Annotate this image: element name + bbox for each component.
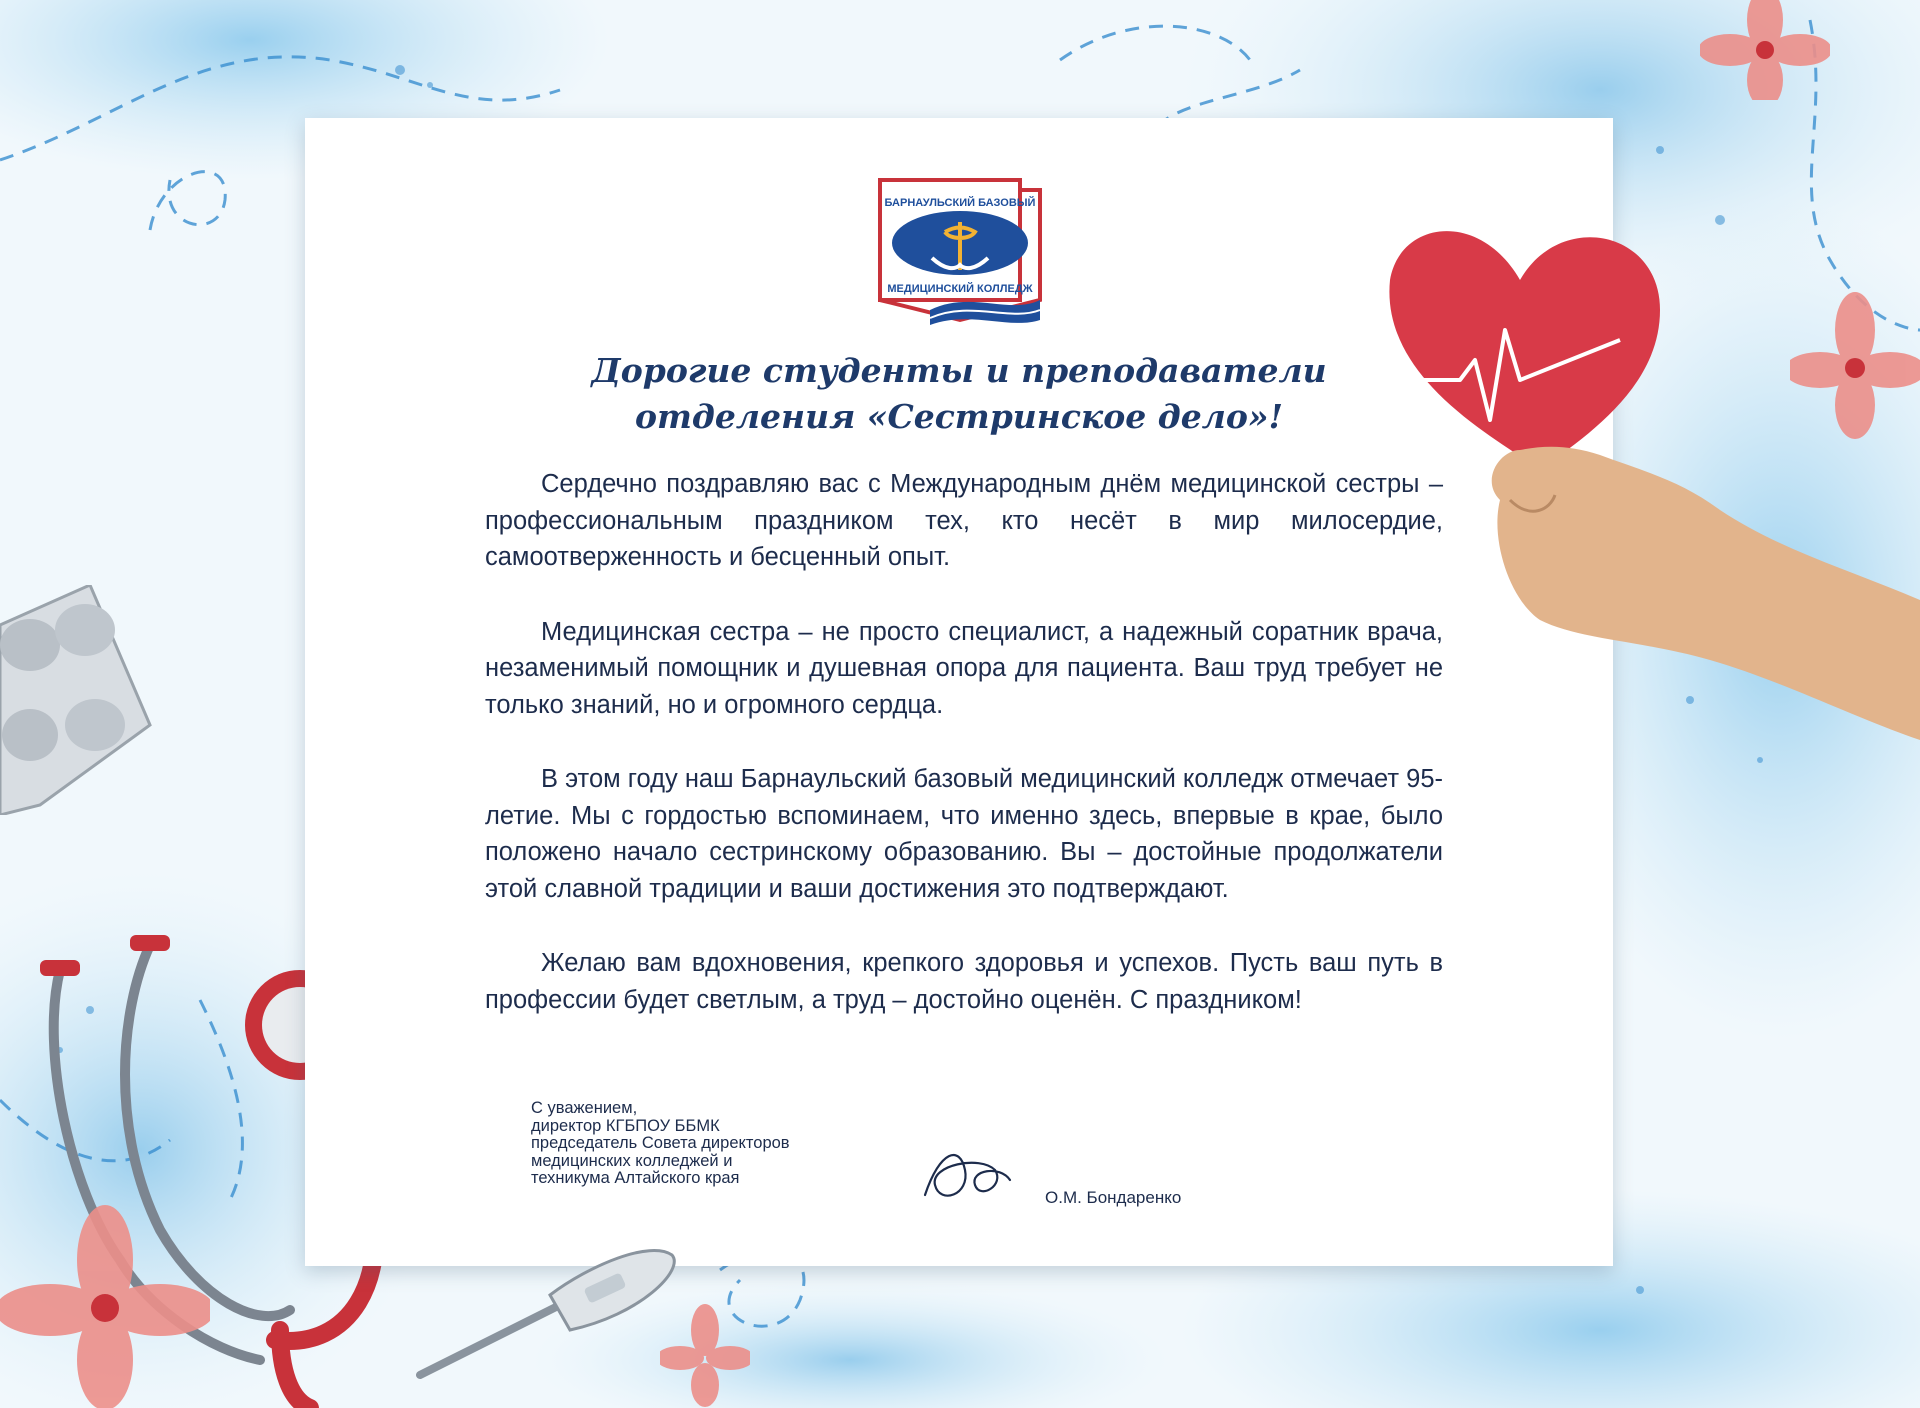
signature-line: директор КГБПОУ ББМК xyxy=(531,1116,720,1135)
college-logo xyxy=(870,170,1050,332)
handwritten-signature xyxy=(920,1140,1015,1210)
paragraph-1: Сердечно поздравляю вас с Международным днём медицинской сестры – профессиональным праздником тех, кто несёт в мир милосердие, самоотверженность и бесценный опыт. xyxy=(485,470,1443,571)
logo-text-bottom: МЕДИЦИНСКИЙ КОЛЛЕДЖ xyxy=(887,283,1033,295)
logo-text-top: БАРНАУЛЬСКИЙ БАЗОВЫЙ xyxy=(884,197,1036,209)
signature-block xyxy=(531,1100,891,1188)
signature-line: медицинских колледжей и xyxy=(531,1151,733,1170)
letter-body xyxy=(485,466,1443,1056)
flower-illustration xyxy=(0,1200,210,1408)
greeting-line-1: Дорогие студенты и преподаватели xyxy=(591,351,1327,390)
greeting-line-2: отделения «Сестринское дело»! xyxy=(635,397,1283,436)
flower-illustration xyxy=(1700,0,1830,100)
hand-holding-heart-illustration xyxy=(1380,220,1920,780)
thermometer-illustration xyxy=(410,1235,690,1385)
paragraph-3: В этом году наш Барнаульский базовый медицинский колледж отмечает 95-летие. Мы с гордостью вспоминаем, что именно здесь, впервые в крае, было положено начало сестринскому образованию. Вы – достойные продолжатели этой славной традиции и ваши достижения это подтверждают. xyxy=(485,765,1443,903)
pill-blister-illustration xyxy=(0,585,160,815)
paragraph-4: Желаю вам вдохновения, крепкого здоровья и успехов. Пусть ваш путь в профессии будет светлым, а труд – достойно оценён. С праздником! xyxy=(485,949,1443,1014)
paragraph-2: Медицинская сестра – не просто специалист, а надежный соратник врача, незаменимый помощник и душевная опора для пациента. Ваш труд требует не только знаний, но и огромного сердца. xyxy=(485,617,1443,719)
signature-line: председатель Совета директоров xyxy=(531,1134,790,1152)
signature-line: С уважением, xyxy=(531,1099,638,1117)
signer-name: О.М. Бондаренко xyxy=(1045,1188,1182,1207)
signature-line: техникума Алтайского края xyxy=(531,1169,740,1187)
